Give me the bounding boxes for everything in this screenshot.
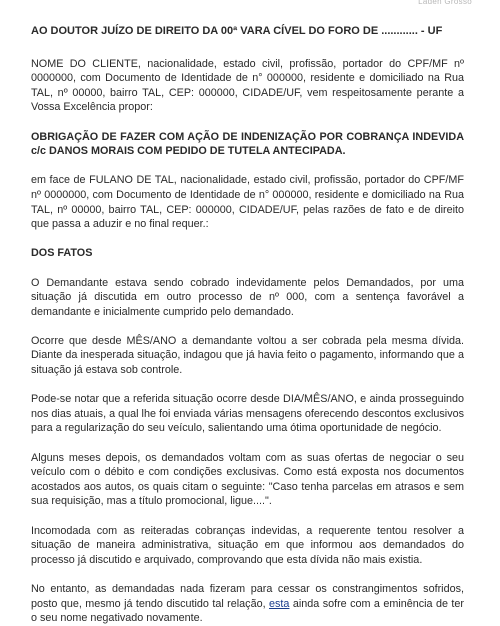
document-body [31,24,464,626]
defendant-qualification-paragraph: em face de FULANO DE TAL, nacionalidade, estado civil, profissão, portador do CPF/MF nº 0000000, com Documento de Identidade de n° 000000, residente e domiciliado na Rua TAL, nº 00000, bairro TAL, CEP: 000000, CIDADE/UF, pelas razões de fato e de direito que passa a aduzir e no final requer.: [31,174,464,231]
top-watermark: Laden Grosso [418,0,472,6]
facts-paragraph-3: Pode-se notar que a referida situação ocorre desde DIA/MÊS/ANO, e ainda prosseguindo nos dias atuais, a qual lhe foi enviada várias mensagens oferecendo descontos exclusivos para a regularização do seu veículo, salientando uma ótima oportunidade de negócio. [31,393,464,435]
plaintiff-qualification-paragraph: NOME DO CLIENTE, nacionalidade, estado civil, profissão, portador do CPF/MF nº 0000000, com Documento de Identidade de n° 000000, residente e domiciliado na Rua TAL, nº 00000, bairro TAL, CEP: 000000, CIDADE/UF, vem respeitosamente perante a Vossa Excelência propor: [31,57,464,114]
esta-link[interactable]: esta [269,597,290,610]
facts-section-title: DOS FATOS [31,247,93,260]
facts-paragraph-5: Incomodada com as reiteradas cobranças indevidas, a requerente tentou resolver a situação de maneira administrativa, situação em que informou aos demandados do processo já discutido e arquivado, comprovando que esta dívida não mais existia. [31,524,464,566]
action-title-paragraph: OBRIGAÇÃO DE FAZER COM AÇÃO DE INDENIZAÇÃO POR COBRANÇA INDEVIDA c/c DANOS MORAIS COM PEDIDO DE TUTELA ANTECIPADA. [31,130,464,158]
facts-paragraph-2: Ocorre que desde MÊS/ANO a demandante voltou a ser cobrada pela mesma dívida. Diante da inesperada situação, indagou que já havia feito o pagamento, informando que a situação já estava sob controle. [31,334,464,377]
facts-paragraph-6-start: No entanto, as demandadas nada fizeram para cessar os constrangimentos sofridos, posto que, mesmo já tendo discutido tal relação, [31,582,464,610]
facts-paragraph-4: Alguns meses depois, os demandados voltam com as suas ofertas de negociar o seu veículo com o débito e com condições exclusivas. Como está exposta nos documentos acostados aos autos, os quais citam o seguinte: "Caso tenha parcelas em atrasos e sem sua requisição, mas a título promocional, ligue....". [31,451,464,508]
facts-paragraph-6-end: ainda sofre com a eminência de ter o seu nome negativado novamente. [31,597,464,625]
court-address-heading: AO DOUTOR JUÍZO DE DIREITO DA 00ª VARA CÍVEL DO FORO DE ............ - UF [31,25,443,37]
facts-paragraph-6 [31,582,464,626]
facts-paragraph-1: O Demandante estava sendo cobrado indevidamente pelos Demandados, por uma situação já discutida em outro processo de nº 000, com a sentença favorável a demandante e inicialmente cumprido pelo demandado. [31,276,464,318]
